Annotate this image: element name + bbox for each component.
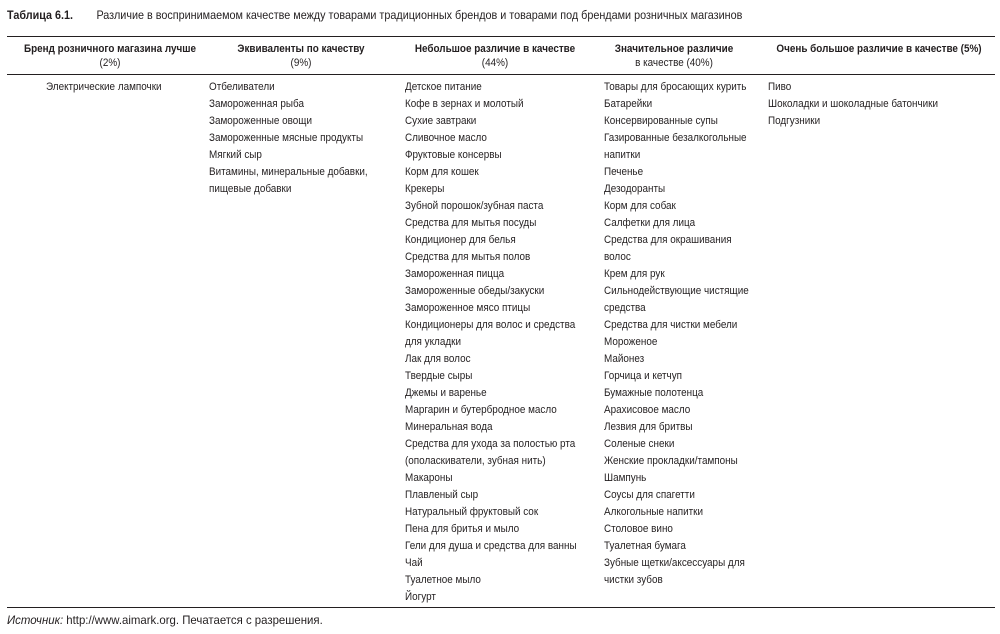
- list-item: Сухие завтраки: [405, 115, 477, 127]
- list-item: Майонез: [604, 353, 645, 365]
- list-item: Пена для бритья и мыло: [405, 523, 520, 535]
- header-percent: (44%): [481, 57, 509, 69]
- list-item: Гели для душа и средства для ванны: [405, 540, 577, 552]
- list-item: Лезвия для бритвы: [604, 421, 693, 433]
- list-item: Дезодоранты: [604, 183, 666, 195]
- list-item: Соусы для спагетти: [604, 489, 695, 501]
- list-item: Газированные безалкогольные: [604, 132, 747, 144]
- list-item: Крекеры: [405, 183, 445, 195]
- list-item: Шоколадки и шоколадные батончики: [768, 98, 939, 110]
- list-item: (ополаскиватели, зубная нить): [405, 455, 546, 467]
- list-item: Мягкий сыр: [209, 149, 262, 161]
- list-item: Мороженое: [604, 336, 658, 348]
- header-small-difference: [401, 42, 588, 70]
- list-item: Натуральный фруктовый сок: [405, 506, 539, 518]
- list-item: Электрические лампочки: [46, 81, 162, 93]
- list-item: Замороженные овощи: [209, 115, 312, 127]
- list-item: Твердые сыры: [405, 370, 473, 382]
- list-item: Бумажные полотенца: [604, 387, 704, 399]
- list-item: Туалетная бумага: [604, 540, 686, 552]
- list-item: Замороженные обеды/закуски: [405, 285, 545, 297]
- source-note: [7, 612, 323, 628]
- list-item: Отбеливатели: [209, 81, 275, 93]
- list-item: Салфетки для лица: [604, 217, 696, 229]
- document-page: [7, 0, 995, 634]
- header-line: Бренд розничного магазина лучше: [23, 43, 197, 55]
- source-text: http://www.aimark.org. Печатается с разрешения.: [63, 613, 323, 627]
- list-item: пищевые добавки: [209, 183, 292, 195]
- list-item: Соленые снеки: [604, 438, 675, 450]
- column-equivalent: [209, 79, 385, 198]
- list-item: напитки: [604, 149, 641, 161]
- list-item: Замороженная пицца: [405, 268, 505, 280]
- list-item: Батарейки: [604, 98, 653, 110]
- header-retailer-better: [17, 42, 202, 70]
- header-line: Небольшое различие в качестве: [414, 43, 576, 55]
- list-item: Сильнодействующие чистящие: [604, 285, 749, 297]
- header-line: Очень большое различие в качестве (5%): [776, 43, 982, 55]
- table-caption: [7, 7, 742, 23]
- list-item: Консервированные супы: [604, 115, 718, 127]
- column-very-large-difference: [768, 79, 957, 130]
- list-item: Кофе в зернах и молотый: [405, 98, 524, 110]
- list-item: Плавленый сыр: [405, 489, 479, 501]
- header-percent: (2%): [99, 57, 121, 69]
- header-line: Значительное различие: [614, 43, 734, 55]
- source-label: Источник:: [7, 613, 64, 627]
- list-item: Крем для рук: [604, 268, 665, 280]
- list-item: Столовое вино: [604, 523, 673, 535]
- list-item: Макароны: [405, 472, 453, 484]
- column-small-difference: [405, 79, 596, 606]
- list-item: Средства для мытья полов: [405, 251, 531, 263]
- list-item: Чай: [405, 557, 423, 569]
- list-item: Кондиционеры для волос и средства: [405, 319, 576, 331]
- list-item: Товары для бросающих курить: [604, 81, 747, 93]
- list-item: Замороженные мясные продукты: [209, 132, 364, 144]
- list-item: Зубной порошок/зубная паста: [405, 200, 544, 212]
- list-item: Алкогольные напитки: [604, 506, 704, 518]
- list-item: средства: [604, 302, 646, 314]
- list-item: Корм для собак: [604, 200, 676, 212]
- list-item: Средства для окрашивания: [604, 234, 732, 246]
- list-item: Печенье: [604, 166, 644, 178]
- list-item: Витамины, минеральные добавки,: [209, 166, 368, 178]
- list-item: Корм для кошек: [405, 166, 479, 178]
- list-item: Средства для ухода за полостью рта: [405, 438, 576, 450]
- list-item: Средства для мытья посуды: [405, 217, 537, 229]
- list-item: Арахисовое масло: [604, 404, 691, 416]
- header-rule: [7, 74, 995, 75]
- header-percent: (9%): [290, 57, 312, 69]
- bottom-rule: [7, 607, 995, 608]
- list-item: Минеральная вода: [405, 421, 493, 433]
- header-significant-difference: [601, 42, 747, 70]
- list-item: Замороженное мясо птицы: [405, 302, 531, 314]
- header-percent: в качестве (40%): [635, 57, 713, 69]
- list-item: Зубные щетки/аксессуары для: [604, 557, 745, 569]
- table-label: Таблица 6.1.: [7, 8, 74, 22]
- list-item: Замороженная рыба: [209, 98, 304, 110]
- list-item: Фруктовые консервы: [405, 149, 502, 161]
- column-retailer-better: [46, 79, 174, 96]
- list-item: Маргарин и бутербродное масло: [405, 404, 557, 416]
- list-item: волос: [604, 251, 631, 263]
- table-title: Различие в воспринимаемом качестве между товарами традиционных брендов и товарами под брендами розничных магазинов: [96, 8, 743, 22]
- header-line: Эквиваленты по качеству: [237, 43, 365, 55]
- list-item: Джемы и варенье: [405, 387, 487, 399]
- top-rule: [7, 36, 995, 37]
- list-item: Шампунь: [604, 472, 647, 484]
- list-item: Туалетное мыло: [405, 574, 481, 586]
- column-significant-difference: [604, 79, 765, 589]
- list-item: Горчица и кетчуп: [604, 370, 683, 382]
- list-item: чистки зубов: [604, 574, 663, 586]
- list-item: Лак для волос: [405, 353, 471, 365]
- header-equivalent: [222, 42, 380, 70]
- list-item: Средства для чистки мебели: [604, 319, 738, 331]
- list-item: Сливочное масло: [405, 132, 487, 144]
- list-item: Кондиционер для белья: [405, 234, 516, 246]
- list-item: Подгузники: [768, 115, 821, 127]
- list-item: Йогурт: [405, 591, 436, 603]
- header-very-large-difference: [775, 42, 984, 56]
- list-item: Детское питание: [405, 81, 482, 93]
- list-item: Пиво: [768, 81, 792, 93]
- list-item: Женские прокладки/тампоны: [604, 455, 738, 467]
- list-item: для укладки: [405, 336, 461, 348]
